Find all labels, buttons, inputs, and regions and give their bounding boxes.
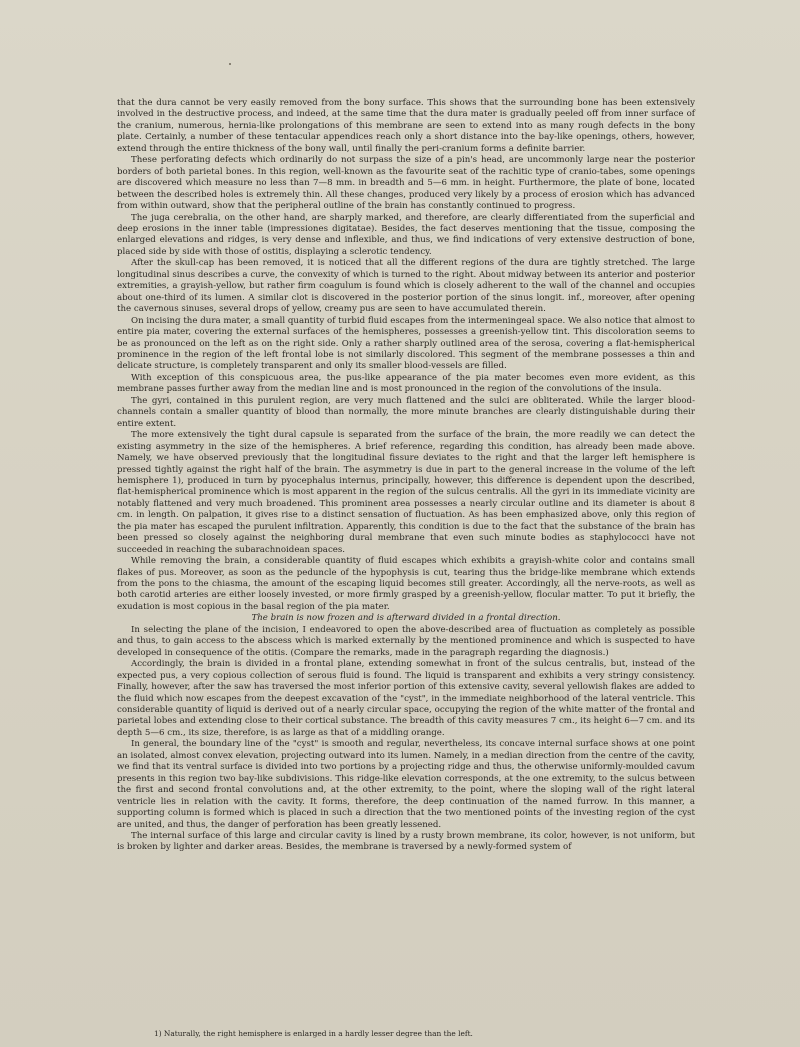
paragraph: The juga cerebralia, on the other hand, are sharply marked, and therefore, are clearly differentiated from the superficial and deep erosions in the inner table (impressiones digitatae). Besides, the fact deserves mentioning that the tissue, composing the enlarged elevations and ridges, is very dense and inflexible, and thus, we find indications of very extensive destruction of bone, placed side by side with those of ostitis, displaying a sclerotic tendency. [117, 212, 695, 257]
paragraph: The internal surface of this large and circular cavity is lined by a rusty brown membrane, its color, however, is not uniform, but is broken by lighter and darker areas. Besides, the membrane is traversed by a newly-formed system of [117, 831, 695, 853]
body-text [117, 98, 695, 854]
footnote: 1) Naturally, the right hemisphere is enlarged in a hardly lesser degree than the left. [154, 1029, 473, 1038]
paragraph: In general, the boundary line of the "cyst" is smooth and regular, nevertheless, its concave internal surface shows at one point an isolated, almost convex elevation, projecting outward into its lumen. Namely, in a median direction from the centre of the cavity, we find that its ventral surface is divided into two portions by a projecting ridge and thus, the otherwise uniformly-moulded cavum presents in this region two bay-like subdivisions. This ridge-like elevation corresponds, at the one extremity, to the sulcus between the first and second frontal convolutions and, at the other extremity, to the point, where the sloping wall of the right lateral ventricle lies in relation with the cavity. It forms, therefore, the deep continuation of the named furrow. In this manner, a supporting column is formed which is placed in such a direction that the two mentioned points of the investing region of the cyst are united, and thus, the danger of perforation has been greatly lessened. [117, 739, 695, 830]
printing-speck [229, 63, 231, 65]
paragraph: that the dura cannot be very easily removed from the bony surface. This shows that the surrounding bone has been extensively involved in the destructive process, and indeed, at the same time that the dura mater is gradually peeled off from inner surface of the cranium, numerous, hernia-like prolongations of this membrane are seen to extend into as many rough defects in the bony plate. Certainly, a number of these tentacular appendices reach only a short distance into the bay-like openings, others, however, extend through the entire thickness of the bony wall, until finally the peri-cranium forms a definite barrier. [117, 98, 695, 154]
paragraph: These perforating defects which ordinarily do not surpass the size of a pin's head, are uncommonly large near the posterior borders of both parietal bones. In this region, well-known as the favourite seat of the rachitic type of cranio-tabes, some openings are discovered which measure no less than 7—8 mm. in breadth and 5—6 mm. in height. Furthermore, the plate of bone, located between the described holes is extremely thin. All these changes, produced very likely by a process of erosion which has advanced from within outward, show that the peripheral outline of the brain has constantly continued to progress. [117, 155, 695, 212]
paragraph: On incising the dura mater, a small quantity of turbid fluid escapes from the intermeningeal space. We also notice that almost to entire pia mater, covering the external surfaces of the hemispheres, possesses a greenish-yellow tint. This discoloration seems to be as pronounced on the left as on the right side. Only a rather sharply outlined area of the serosa, covering a flat-hemispherical prominence in the region of the left frontal lobe is not similarly discolored. This segment of the membrane possesses a thin and delicate structure, is completely transparent and only its smaller blood-vessels are filled. [117, 315, 695, 372]
paragraph: The gyri, contained in this purulent region, are very much flattened and the sulci are obliterated. While the larger blood-channels contain a smaller quantity of blood than normally, the more minute branches are clearly distinguishable during their entire extent. [117, 395, 695, 429]
paragraph: With exception of this conspicuous area, the pus-like appearance of the pia mater becomes even more evident, as this membrane passes further away from the median line and is most pronounced in the region of the convolutions of the insula. [117, 372, 695, 395]
paragraph: The more extensively the tight dural capsule is separated from the surface of the brain, the more readily we can detect the existing asymmetry in the size of the hemispheres. A brief reference, regarding this condition, has already been made above. Namely, we have observed previously that the longitudinal fissure deviates to the right and that the larger left hemisphere is pressed tightly against the right half of the brain. The asymmetry is due in part to the general increase in the volume of the left hemisphere 1), produced in turn by pyocephalus internus, principally, however, this difference is dependent upon the described, flat-hemispherical prominence which is most apparent in the region of the sulcus centralis. All the gyri in its immediate vicinity are notably flattened and very much broadened. This prominent area possesses a nearly circular outline and its diameter is about 8 cm. in length. On palpation, it gives rise to a distinct sensation of fluctuation. As has been emphasized above, only this region of the pia mater has escaped the purulent infiltration. Apparently, this condition is due to the fact that the substance of the brain has been pressed so closely against the neighboring dural membrane that even such minute bodies as staphylococci have not succeeded in reaching the subarachnoidean spaces. [117, 430, 695, 555]
italic-heading: The brain is now frozen and is afterward divided in a frontal direction. [251, 613, 561, 624]
paragraph: In selecting the plane of the incision, I endeavored to open the above-described area of fluctuation as completely as possible and thus, to gain access to the abscess which is marked externally by the mentioned prominence and which is suspected to have developed in consequence of the otitis. (Compare the remarks, made in the paragraph regarding the diagnosis.) [117, 624, 695, 658]
paragraph: While removing the brain, a considerable quantity of fluid escapes which exhibits a grayish-white color and contains small flakes of pus. Moreover, as soon as the peduncle of the hypophysis is cut, tearing thus the bridge-like membrane which extends from the pons to the chiasma, the amount of the escaping liquid becomes still greater. Accordingly, all the nerve-roots, as well as both carotid arteries are either loosely invested, or more firmly grasped by a greenish-yellow, flocular matter. To put it briefly, the exudation is most copious in the basal region of the pia mater. [117, 556, 695, 612]
paragraph: Accordingly, the brain is divided in a frontal plane, extending somewhat in front of the sulcus centralis, but, instead of the expected pus, a very copious collection of serous fluid is found. The liquid is transparent and exhibits a very stringy consistency. Finally, however, after the saw has traversed the most inferior portion of this extensive cavity, several yellowish flakes are added to the fluid which now escapes from the deepest excavation of the "cyst", in the immediate neighborhood of the lateral ventricle. This considerable quantity of liquid is derived out of a nearly circular space, occupying the region of the white matter of the frontal and parietal lobes and extending close to their cortical substance. The breadth of this cavity measures 7 cm., its height 6—7 cm. and its depth 5—6 cm., its size, therefore, is as large as that of a middling orange. [117, 659, 695, 738]
paragraph: After the skull-cap has been removed, it is noticed that all the different regions of the dura are tightly stretched. The large longitudinal sinus describes a curve, the convexity of which is turned to the right. About midway between its anterior and posterior extremities, a grayish-yellow, but rather firm coagulum is found which is closely adherent to the wall of the channel and occupies about one-third of its lumen. A similar clot is discovered in the posterior portion of the sinus longit. inf., moreover, after opening the cavernous sinuses, several drops of yellow, creamy pus are seen to have accumulated therein. [117, 258, 695, 315]
